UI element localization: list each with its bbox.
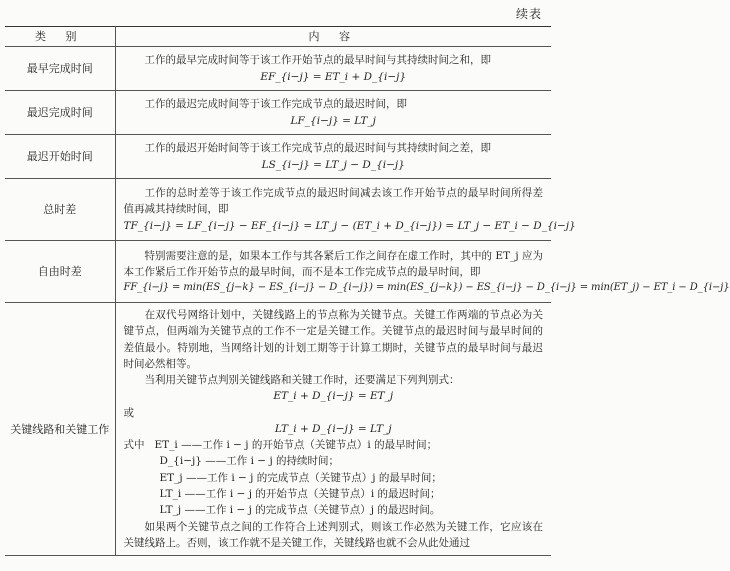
- row-category: 最迟完成时间: [5, 91, 115, 135]
- row-category: 关键线路和关键工作: [5, 303, 115, 556]
- row-formula: TF_{i−j} = LF_{i−j} − EF_{i−j} = LT_j − (ET_i + D_{i−j}) = LT_j − ET_i − D_{i−j}: [123, 219, 576, 232]
- definition-line: LT_i ——工作 i − j 的开始节点（关键节点）i 的最迟时间；: [159, 487, 441, 500]
- row-text: 工作的最早完成时间等于该工作开始节点的最早时间与其持续时间之和，即: [144, 54, 491, 67]
- row-formula: FF_{i−j} = min(ES_{j−k} − ES_{i−j} − D_{i−j}) = min(ES_{j−k}) − ES_{i−j} − D_{i−j} = min(ET_j) − ET_i − D_{i−j}: [123, 282, 730, 294]
- table-row: [5, 241, 551, 303]
- row-formula: EF_{i−j} = ET_i + D_{i−j}: [260, 70, 407, 83]
- row-category: 最早完成时间: [5, 47, 115, 91]
- row-or: 或: [123, 406, 134, 419]
- row-formula: LF_{i−j} = LT_j: [290, 114, 376, 127]
- definition-line: D_{i−j} ——工作 i − j 的持续时间；: [159, 455, 340, 468]
- row-content: [115, 135, 551, 179]
- row-category: 自由时差: [5, 241, 115, 303]
- row-formula: ET_i + D_{i−j} = ET_j: [273, 390, 394, 403]
- row-text: 工作的最迟完成时间等于该工作完成节点的最迟时间，即: [144, 98, 407, 111]
- row-content: [115, 303, 551, 556]
- header-content: 内 容: [115, 27, 551, 47]
- row-formula: LS_{i−j} = LT_j − D_{i−j}: [261, 158, 405, 171]
- table-row: [5, 179, 551, 241]
- table-header-row: [5, 27, 551, 47]
- definition-line: [124, 437, 544, 453]
- continued-label: 续表: [515, 7, 542, 21]
- definition-text: ET_i ——工作 i − j 的开始节点（关键节点）i 的最早时间；: [154, 439, 438, 452]
- row-content: [115, 91, 551, 135]
- network-timing-table: [5, 26, 730, 556]
- row-formula: LT_i + D_{i−j} = LT_j: [274, 422, 392, 435]
- row-content: [115, 179, 576, 241]
- table-row: [5, 135, 551, 179]
- row-category: 最迟开始时间: [5, 135, 115, 179]
- row-text: 工作的总时差等于该工作完成节点的最迟时间减去该工作开始节点的最早时间所得差值再减其持续时间，即: [123, 187, 543, 216]
- table-row: [5, 47, 551, 91]
- row-text: 特别需要注意的是，如果本工作与其各紧后工作之间存在虚工作时，其中的 ET_j 应为本工作紧后工作开始节点的最早时间，而不是本工作完成节点的最早时间，即: [123, 249, 543, 278]
- row-content: [115, 241, 730, 303]
- definition-line: ET_j ——工作 i − j 的完成节点（关键节点）j 的最早时间；: [159, 471, 442, 484]
- where-label: 式中: [123, 439, 145, 452]
- table-row: [5, 303, 551, 556]
- table-row: [5, 91, 551, 135]
- row-paragraph: 如果两个关键节点之间的工作符合上述判别式，则该工作必然为关键工作，它应该在关键线路上。否则，该工作就不是关键工作，关键线路也就不会从此处通过: [123, 520, 543, 549]
- row-paragraph: 当利用关键节点判别关键线路和关键工作时，还要满足下列判别式：: [144, 374, 460, 387]
- definition-line: LT_j ——工作 i − j 的完成节点（关键节点）j 的最迟时间。: [159, 504, 441, 517]
- row-text: 工作的最迟开始时间等于该工作完成节点的最迟时间与其持续时间之差，即: [144, 142, 491, 155]
- row-content: [115, 47, 551, 91]
- row-paragraph: 在双代号网络计划中，关键线路上的节点称为关键节点。关键工作两端的节点必为关键节点，但两端为关键节点的工作不一定是关键工作。关键节点的最迟时间与最早时间的差值最小。特别地，当网络计划的计划工期等于计算工期时，关键节点的最早时间与最迟时间必然相等。: [123, 309, 543, 370]
- row-category: 总时差: [5, 179, 115, 241]
- header-category: 类 别: [5, 27, 115, 47]
